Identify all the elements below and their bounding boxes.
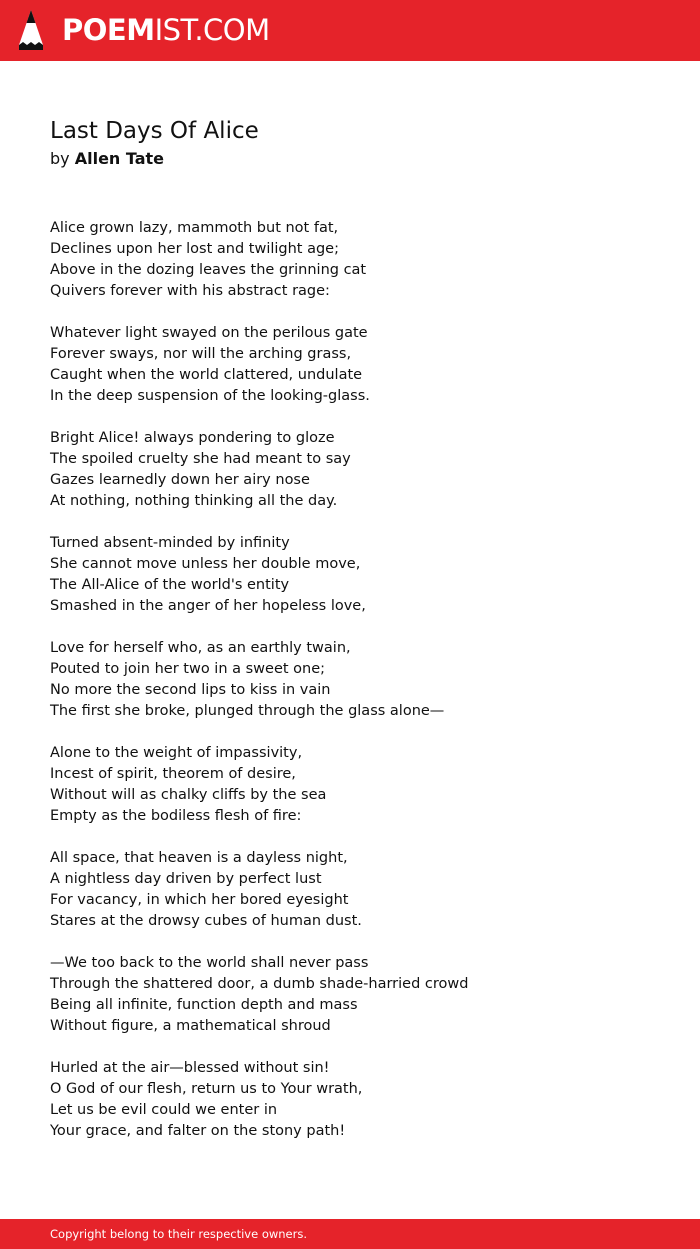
poem-line: Being all infinite, function depth and mass: [50, 997, 358, 1013]
poem-line: Hurled at the air—blessed without sin!: [50, 1060, 330, 1076]
poem-line: Declines upon her lost and twilight age;: [50, 241, 339, 257]
poem-line: Your grace, and falter on the stony path!: [50, 1123, 346, 1139]
poem-line: Empty as the bodiless flesh of fire:: [50, 808, 302, 824]
poem-line: At nothing, nothing thinking all the day.: [50, 493, 338, 509]
poem-line: The spoiled cruelty she had meant to say: [50, 451, 351, 467]
poem-line: Gazes learnedly down her airy nose: [50, 472, 310, 488]
poem-line: Love for herself who, as an earthly twain,: [50, 640, 351, 656]
stanza: [50, 848, 670, 932]
copyright-notice: Copyright belong to their respective owners.: [50, 1227, 308, 1241]
poem-line: Without will as chalky cliffs by the sea: [50, 787, 327, 803]
poem-line: Quivers forever with his abstract rage:: [50, 283, 330, 299]
poem-title: Last Days Of Alice: [50, 118, 259, 144]
poem-line: The first she broke, plunged through the glass alone—: [50, 703, 445, 719]
site-header: [0, 0, 700, 61]
brand-light: IST.COM: [154, 13, 270, 47]
poem-line: Stares at the drowsy cubes of human dust.: [50, 913, 362, 929]
brand-bold: POEM: [62, 13, 155, 47]
byline: [50, 148, 164, 169]
poem-line: Through the shattered door, a dumb shade-harried crowd: [50, 976, 469, 992]
poem-line: Without figure, a mathematical shroud: [50, 1018, 331, 1034]
poem-line: Whatever light swayed on the perilous gate: [50, 325, 368, 341]
stanza: [50, 218, 670, 302]
poem-line: Pouted to join her two in a sweet one;: [50, 661, 326, 677]
pencil-tip-icon[interactable]: [16, 9, 46, 51]
poem-line: Smashed in the anger of her hopeless love,: [50, 598, 366, 614]
stanza: [50, 743, 670, 827]
poem-line: A nightless day driven by perfect lust: [50, 871, 322, 887]
poem-line: —We too back to the world shall never pass: [50, 955, 369, 971]
poem-line: Forever sways, nor will the arching grass,: [50, 346, 352, 362]
poem-line: All space, that heaven is a dayless night,: [50, 850, 348, 866]
author-name: Allen Tate: [74, 149, 165, 168]
poem-line: Bright Alice! always pondering to gloze: [50, 430, 335, 446]
poem-line: Caught when the world clattered, undulate: [50, 367, 363, 383]
by-label: by: [50, 149, 70, 168]
poem-line: In the deep suspension of the looking-glass.: [50, 388, 370, 404]
stanza: [50, 638, 670, 722]
stanza: [50, 953, 670, 1037]
stanza: [50, 533, 670, 617]
poem-line: Above in the dozing leaves the grinning cat: [50, 262, 367, 278]
poem-line: O God of our flesh, return us to Your wrath,: [50, 1081, 363, 1097]
poem-line: The All-Alice of the world's entity: [50, 577, 290, 593]
stanza: [50, 1058, 670, 1142]
poem-line: Turned absent-minded by infinity: [50, 535, 290, 551]
poem-line: Alice grown lazy, mammoth but not fat,: [50, 220, 339, 236]
poem-line: Alone to the weight of impassivity,: [50, 745, 303, 761]
site-footer: [0, 1219, 700, 1249]
poem-line: No more the second lips to kiss in vain: [50, 682, 331, 698]
stanza: [50, 428, 670, 512]
poem-line: Incest of spirit, theorem of desire,: [50, 766, 296, 782]
poem-line: She cannot move unless her double move,: [50, 556, 361, 572]
poem-line: Let us be evil could we enter in: [50, 1102, 278, 1118]
poem-line: For vacancy, in which her bored eyesight: [50, 892, 349, 908]
poem-body: [50, 218, 670, 1163]
stanza: [50, 323, 670, 407]
site-logo-text[interactable]: [62, 12, 270, 48]
